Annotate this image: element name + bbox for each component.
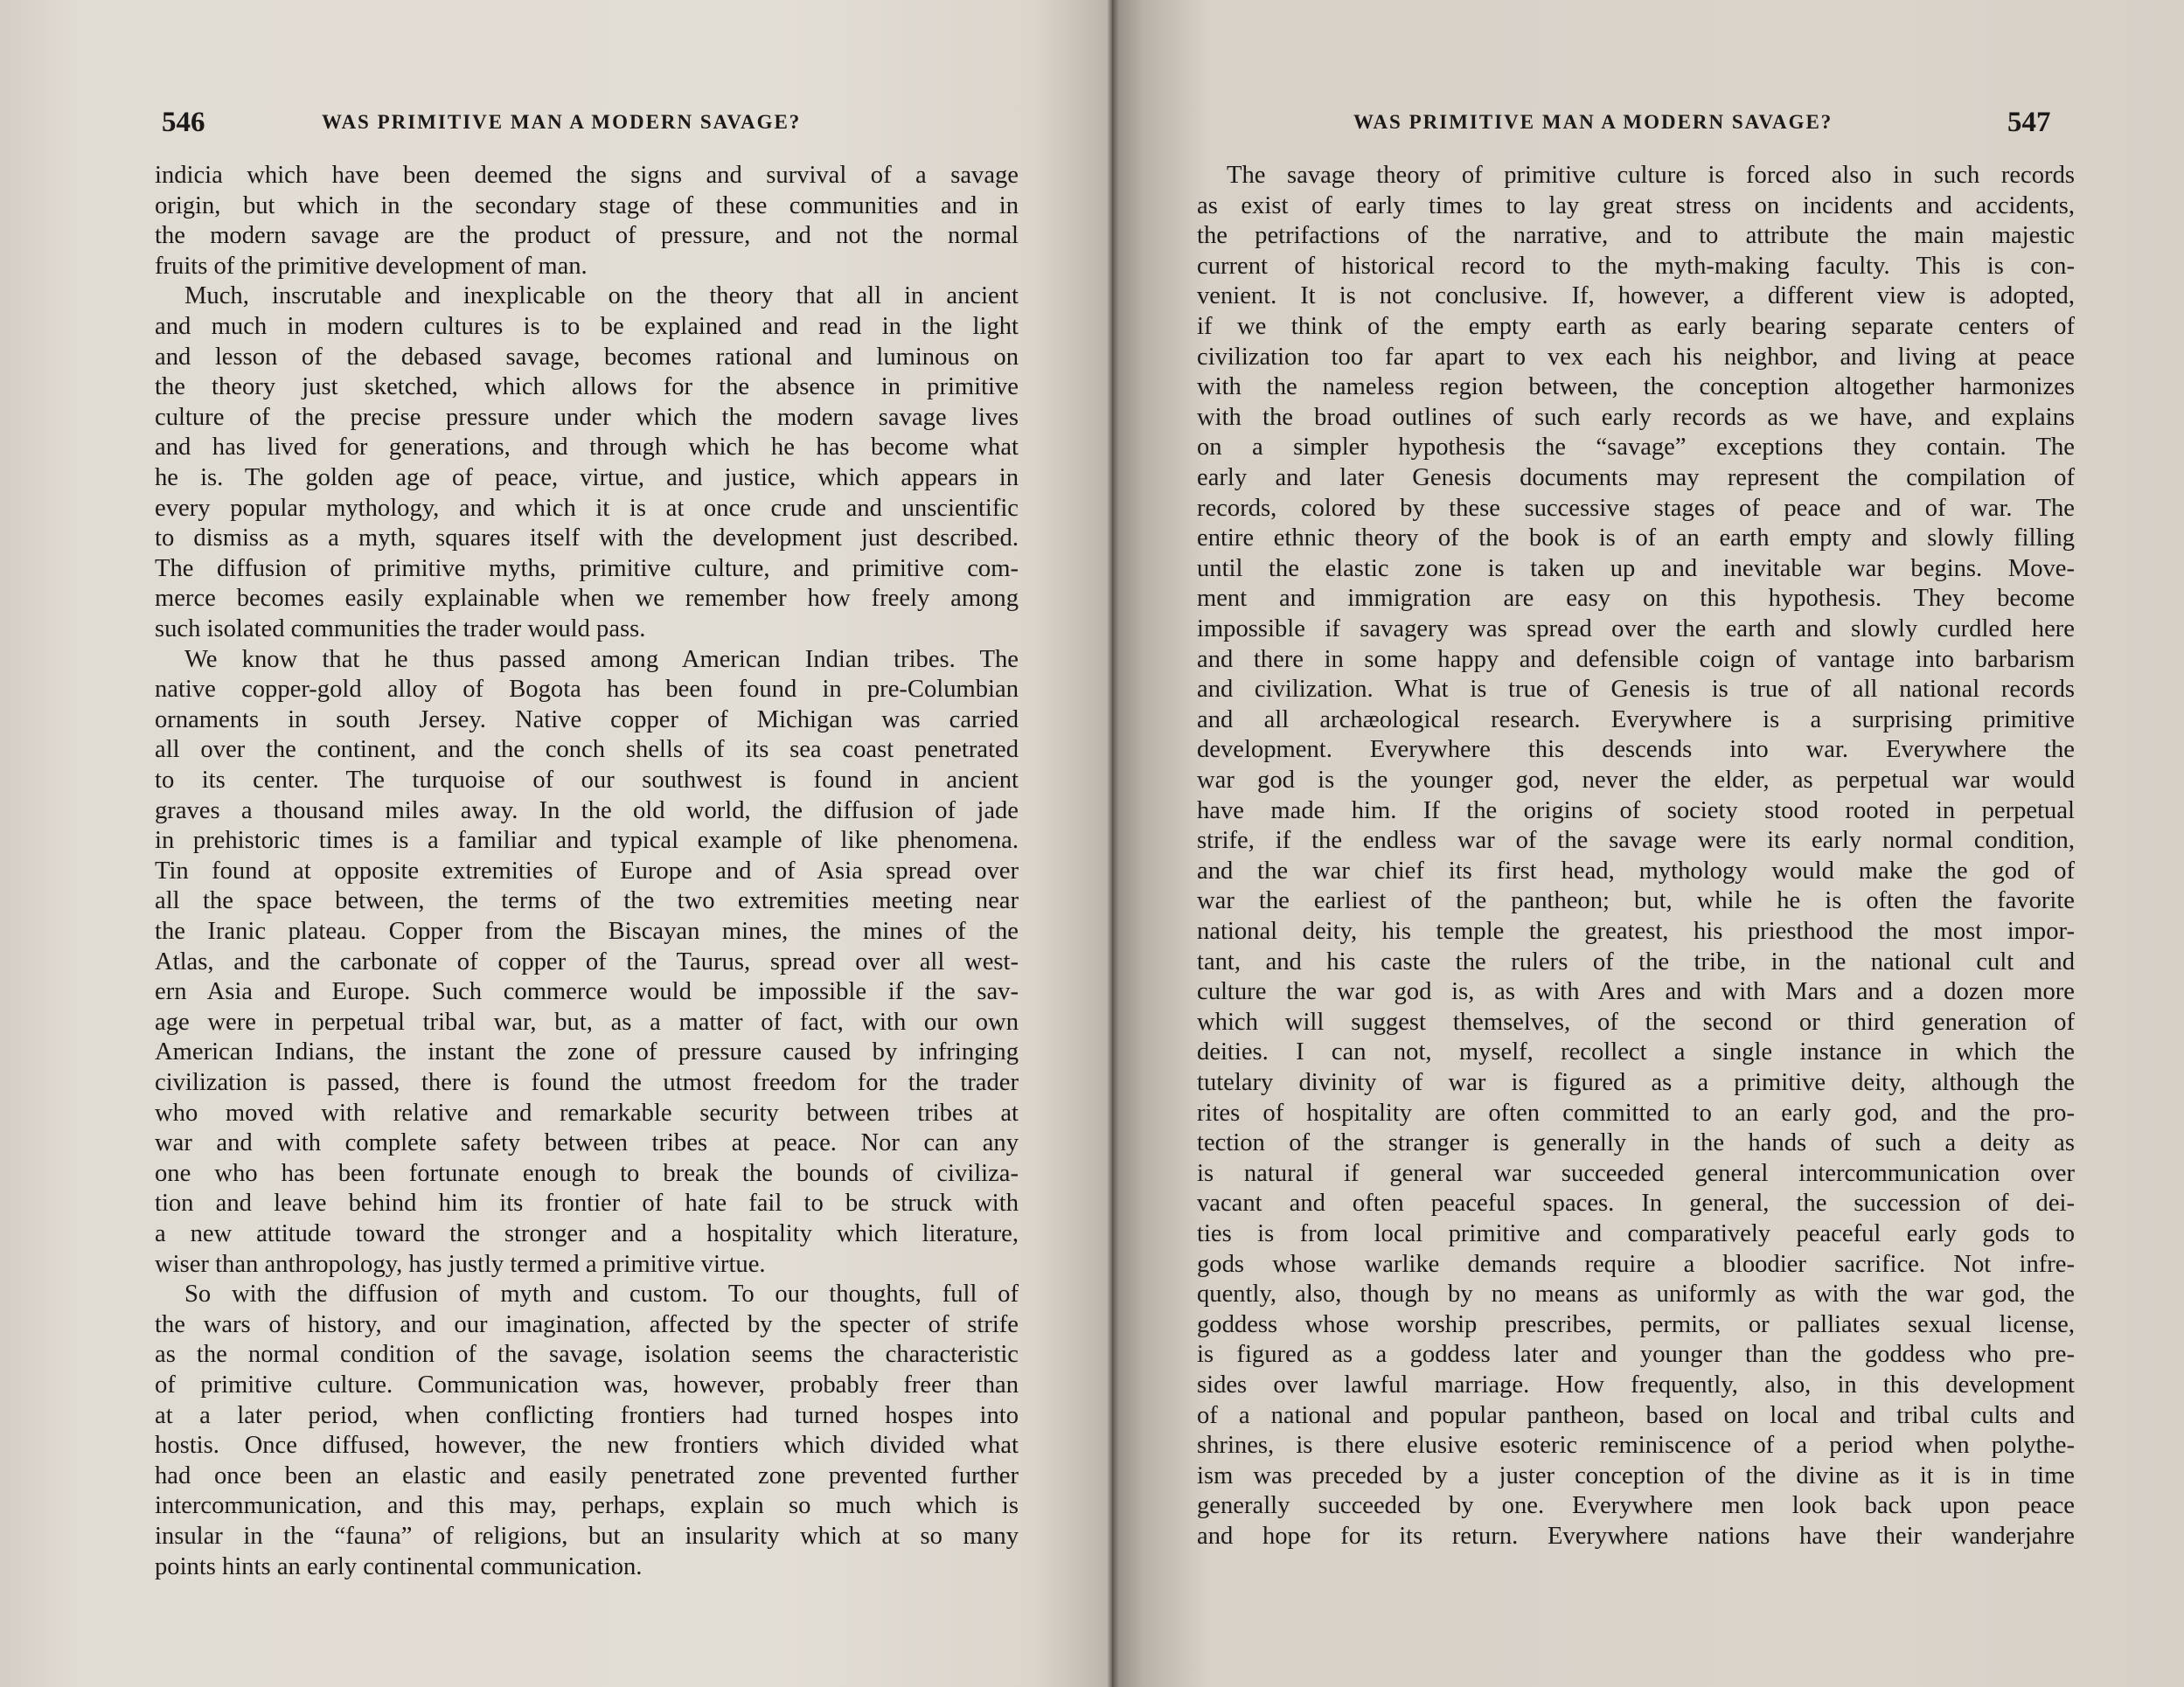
left-page-number: 546 [162,107,205,138]
text-line: is figured as a goddess later and younger than the goddess who pre- [1197,1341,2075,1368]
text-line: he is. The golden age of peace, virtue, and justice, which appears in [155,464,1019,491]
text-line: current of historical record to the myth-making faculty. This is con- [1197,253,2075,280]
text-line: Atlas, and the carbonate of copper of the Taurus, spread over all west- [155,948,1019,975]
text-line: culture the war god is, as with Ares and with Mars and a dozen more [1197,978,2075,1005]
text-line: graves a thousand miles away. In the old world, the diffusion of jade [155,797,1019,824]
text-line: civilization is passed, there is found the utmost freedom for the trader [155,1069,1019,1096]
text-line: on a simpler hypothesis the “savage” exceptions they contain. The [1197,434,2075,461]
text-line: the petrifactions of the narrative, and to attribute the main majestic [1197,222,2075,249]
text-line: and civilization. What is true of Genesis is true of all national records [1197,676,2075,703]
text-line: as the normal condition of the savage, isolation seems the characteristic [155,1341,1019,1368]
text-line: origin, but which in the secondary stage of these communities and in [155,192,1019,219]
text-line: and lesson of the debased savage, becomes rational and luminous on [155,344,1019,371]
text-line: entire ethnic theory of the book is of an earth empty and slowly filling [1197,524,2075,552]
text-line: civilization too far apart to vex each his neighbor, and living at peace [1197,344,2075,371]
text-line: ment and immigration are easy on this hypothesis. They become [1197,585,2075,612]
right-page [1112,0,2184,1687]
text-line: The diffusion of primitive myths, primitive culture, and primitive com- [155,555,1019,582]
text-line: ties is from local primitive and comparatively peaceful early gods to [1197,1220,2075,1247]
text-line: the theory just sketched, which allows for the absence in primitive [155,373,1019,400]
text-line: and all archæological research. Everywhere is a surprising primitive [1197,706,2075,733]
text-line: sides over lawful marriage. How frequently, also, in this development [1197,1371,2075,1399]
text-line: the modern savage are the product of pressure, and not the normal [155,222,1019,249]
text-line: gods whose warlike demands require a bloodier sacrifice. Not infre- [1197,1251,2075,1278]
text-line: goddess whose worship prescribes, permits, or palliates sexual license, [1197,1311,2075,1338]
text-line: and there in some happy and defensible coign of vantage into barbarism [1197,646,2075,673]
text-line: ornaments in south Jersey. Native copper of Michigan was carried [155,706,1019,733]
text-line: with the broad outlines of such early records as we have, and explains [1197,404,2075,431]
text-line: Tin found at opposite extremities of Europe and of Asia spread over [155,857,1019,885]
text-line: age were in perpetual tribal war, but, as a matter of fact, with our own [155,1009,1019,1036]
right-running-head: WAS PRIMITIVE MAN A MODERN SAVAGE? [1353,111,1833,133]
text-line: if we think of the empty earth as early bearing separate centers of [1197,313,2075,340]
text-line: tion and leave behind him its frontier of hate fail to be struck with [155,1190,1019,1217]
text-line: the Iranic plateau. Copper from the Biscayan mines, the mines of the [155,918,1019,945]
text-line: shrines, is there elusive esoteric reminiscence of a period when polythe- [1197,1432,2075,1459]
text-line: which will suggest themselves, of the second or third generation of [1197,1009,2075,1036]
text-line: had once been an elastic and easily penetrated zone prevented further [155,1462,1019,1489]
text-line: in prehistoric times is a familiar and typical example of like phenomena. [155,827,1019,854]
text-line: generally succeeded by one. Everywhere men look back upon peace [1197,1492,2075,1519]
text-line: We know that he thus passed among American Indian tribes. The [184,646,1019,673]
text-line: is natural if general war succeeded general intercommunication over [1197,1160,2075,1187]
text-line: American Indians, the instant the zone of pressure caused by infringing [155,1038,1019,1066]
text-line: tant, and his caste the rulers of the tribe, in the national cult and [1197,948,2075,975]
left-running-head: WAS PRIMITIVE MAN A MODERN SAVAGE? [322,111,802,133]
text-line: ism was preceded by a juster conception of the divine as it is in time [1197,1462,2075,1489]
text-line: quently, also, though by no means as uniformly as with the war god, the [1197,1281,2075,1308]
text-line: to its center. The turquoise of our southwest is found in ancient [155,767,1019,794]
book-gutter [1107,0,1119,1687]
text-line: war and with complete safety between tribes at peace. Nor can any [155,1129,1019,1156]
text-line: war god is the younger god, never the elder, as perpetual war would [1197,767,2075,794]
text-line: and has lived for generations, and through which he has become what [155,434,1019,461]
text-line: tutelary divinity of war is figured as a primitive deity, although the [1197,1069,2075,1096]
text-line: strife, if the endless war of the savage were its early normal condition, [1197,827,2075,854]
text-line: points hints an early continental communication. [155,1553,643,1580]
text-line: Much, inscrutable and inexplicable on the theory that all in ancient [184,282,1019,309]
text-line: culture of the precise pressure under which the modern savage lives [155,404,1019,431]
text-line: of primitive culture. Communication was, however, probably freer than [155,1371,1019,1399]
text-line: intercommunication, and this may, perhaps, explain so much which is [155,1492,1019,1519]
text-line: who moved with relative and remarkable security between tribes at [155,1100,1019,1127]
text-line: impossible if savagery was spread over the earth and slowly curdled here [1197,615,2075,642]
text-line: rites of hospitality are often committed to an early god, and the pro- [1197,1100,2075,1127]
text-line: insular in the “fauna” of religions, but an insularity which at so many [155,1523,1019,1550]
text-line: fruits of the primitive development of man. [155,253,588,280]
text-line: tection of the stranger is generally in the hands of such a deity as [1197,1129,2075,1156]
text-line: at a later period, when conflicting frontiers had turned hospes into [155,1402,1019,1429]
text-line: war the earliest of the pantheon; but, while he is often the favorite [1197,887,2075,914]
text-line: the wars of history, and our imagination, affected by the specter of strife [155,1311,1019,1338]
text-line: indicia which have been deemed the signs and survival of a savage [155,162,1019,189]
text-line: development. Everywhere this descends into war. Everywhere the [1197,736,2075,763]
text-line: one who has been fortunate enough to break the bounds of civiliza- [155,1160,1019,1187]
text-line: and the war chief its first head, mythology would make the god of [1197,857,2075,885]
text-line: ern Asia and Europe. Such commerce would be impossible if the sav- [155,978,1019,1005]
text-line: to dismiss as a myth, squares itself with the development just described. [155,524,1019,552]
text-line: and much in modern cultures is to be explained and read in the light [155,313,1019,340]
text-line: So with the diffusion of myth and custom. To our thoughts, full of [184,1281,1019,1308]
text-line: vacant and often peaceful spaces. In general, the succession of dei- [1197,1190,2075,1217]
text-line: a new attitude toward the stronger and a hospitality which literature, [155,1220,1019,1247]
text-line: hostis. Once diffused, however, the new frontiers which divided what [155,1432,1019,1459]
text-line: of a national and popular pantheon, based on local and tribal cults and [1197,1402,2075,1429]
text-line: venient. It is not conclusive. If, however, a different view is adopted, [1197,282,2075,309]
right-page-number: 547 [2007,107,2051,138]
text-line: such isolated communities the trader would pass. [155,615,646,642]
text-line: merce becomes easily explainable when we remember how freely among [155,585,1019,612]
text-line: The savage theory of primitive culture is forced also in such records [1227,162,2075,189]
text-line: with the nameless region between, the conception altogether harmonizes [1197,373,2075,400]
text-line: deities. I can not, myself, recollect a single instance in which the [1197,1038,2075,1066]
text-line: wiser than anthropology, has justly termed a primitive virtue. [155,1251,766,1278]
text-line: and hope for its return. Everywhere nations have their wanderjahre [1197,1523,2075,1550]
text-line: until the elastic zone is taken up and inevitable war begins. Move- [1197,555,2075,582]
text-line: all over the continent, and the conch shells of its sea coast penetrated [155,736,1019,763]
text-line: have made him. If the origins of society stood rooted in perpetual [1197,797,2075,824]
text-line: records, colored by these successive stages of peace and of war. The [1197,495,2075,522]
text-line: as exist of early times to lay great stress on incidents and accidents, [1197,192,2075,219]
text-line: early and later Genesis documents may represent the compilation of [1197,464,2075,491]
text-line: national deity, his temple the greatest, his priesthood the most impor- [1197,918,2075,945]
text-line: every popular mythology, and which it is at once crude and unscientific [155,495,1019,522]
text-line: all the space between, the terms of the two extremities meeting near [155,887,1019,914]
text-line: native copper-gold alloy of Bogota has been found in pre-Columbian [155,676,1019,703]
